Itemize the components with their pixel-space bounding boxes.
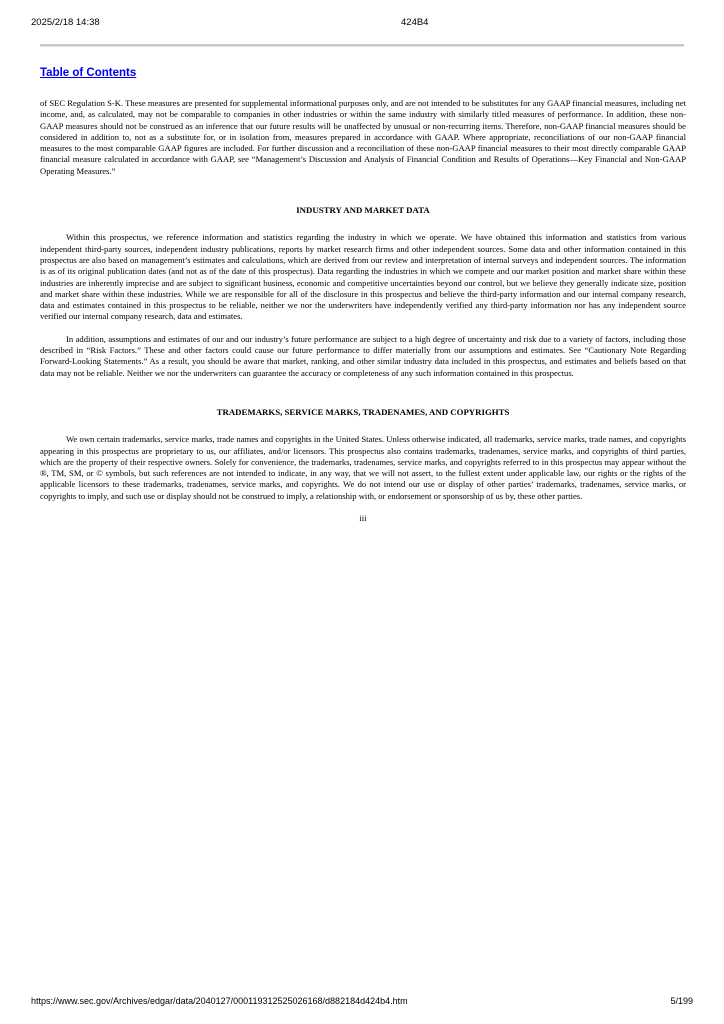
header-divider [40,44,684,47]
paragraph-industry-2: In addition, assumptions and estimates of our and our industry’s future performance are subject to a high degree of uncertainty and risk due to a variety of factors, including those described in “Risk Factors.” These and other factors could cause our future performance to differ materially from our assumptions and estimates. See “Cautionary Note Regarding Forward-Looking Statements.” As a result, you should be aware that market, ranking, and other similar industry data included in this prospectus, and estimates and beliefs based on that data may not be reliable. Neither we nor the underwriters can guarantee the accuracy or completeness of any such information contained in this prospectus. [40,333,686,378]
document-body [40,98,686,524]
paragraph-industry-1: Within this prospectus, we reference information and statistics regarding the industry in which we operate. We have obtained this information and statistics from various independent third-party sources, independent industry publications, reports by market research firms and other independent sources. Some data and other information contained in this prospectus are also based on management’s estimates and calculations, which are derived from our review and interpretation of internal surveys and independent sources. The information is as of its original publication dates (and not as of the date of this prospectus). Data regarding the industries in which we compete and our market position and market share within these industries are inherently imprecise and are subject to significant business, economic and competitive uncertainties beyond our control, but we believe they generally indicate size, position and market share within these industries. While we are responsible for all of the disclosure in this prospectus and believe the third-party information and our internal company research, data and estimates contained in this prospectus to be reliable, neither we nor the underwriters have independently verified any third-party information nor has any independent source verified our internal company research, data and estimates. [40,232,686,322]
print-doc-title: 424B4 [401,17,429,28]
page-number: iii [359,513,367,524]
print-footer [31,996,693,1010]
print-url: https://www.sec.gov/Archives/edgar/data/2040127/000119312525026168/d882184d424b4.htm [31,996,408,1006]
paragraph-trademarks-1: We own certain trademarks, service marks, trade names and copyrights in the United States. Unless otherwise indicated, all trademarks, service marks, trade names, and copyrights appearing in this prospectus are proprietary to us, our affiliates, and/or licensors. This prospectus also contains trademarks, tradenames, service marks, and copyrights of third parties, which are the property of their respective owners. Solely for convenience, the trademarks, tradenames, service marks, and copyrights referred to in this prospectus may appear without the ®, TM, SM, or © symbols, but such references are not intended to indicate, in any way, that we will not assert, to the fullest extent under applicable law, our rights or the rights of the applicable licensors to these trademarks, tradenames, service marks, and copyrights. We do not intend our use or display of other parties’ trademarks, tradenames, service marks, or copyrights to imply, and such use or display should not be construed to imply, a relationship with, or endorsement or sponsorship of us by, these other parties. [40,434,686,501]
table-of-contents-link[interactable]: Table of Contents [40,67,137,79]
heading-industry-market-data: INDUSTRY AND MARKET DATA [296,205,430,216]
heading-trademarks: TRADEMARKS, SERVICE MARKS, TRADENAMES, AND COPYRIGHTS [216,406,510,417]
print-header [31,17,693,31]
paragraph-non-gaap-continued: of SEC Regulation S-K. These measures are presented for supplemental informational purposes only, and are not intended to be substitutes for any GAAP financial measures, including net income, and, as calculated, may not be comparable to companies in other industries or within the same industry with similarly titled measures of performance. In addition, these non-GAAP measures should not be construed as an inference that our future results will be unaffected by unusual or non-recurring items. Therefore, non-GAAP financial measures should be considered in addition to, not as a substitute for, or in isolation from, measures prepared in accordance with GAAP. Where appropriate, reconciliations of our non-GAAP financial measures to the most comparable GAAP figures are included. For further discussion and a reconciliation of these non-GAAP financial measures to their most directly comparable GAAP financial measure calculated in accordance with GAAP, see “Management’s Discussion and Analysis of Financial Condition and Results of Operations—Key Financial and Non-GAAP Operating Measures.” [40,98,686,176]
print-datetime: 2025/2/18 14:38 [31,17,100,28]
print-pager: 5/199 [670,996,693,1006]
